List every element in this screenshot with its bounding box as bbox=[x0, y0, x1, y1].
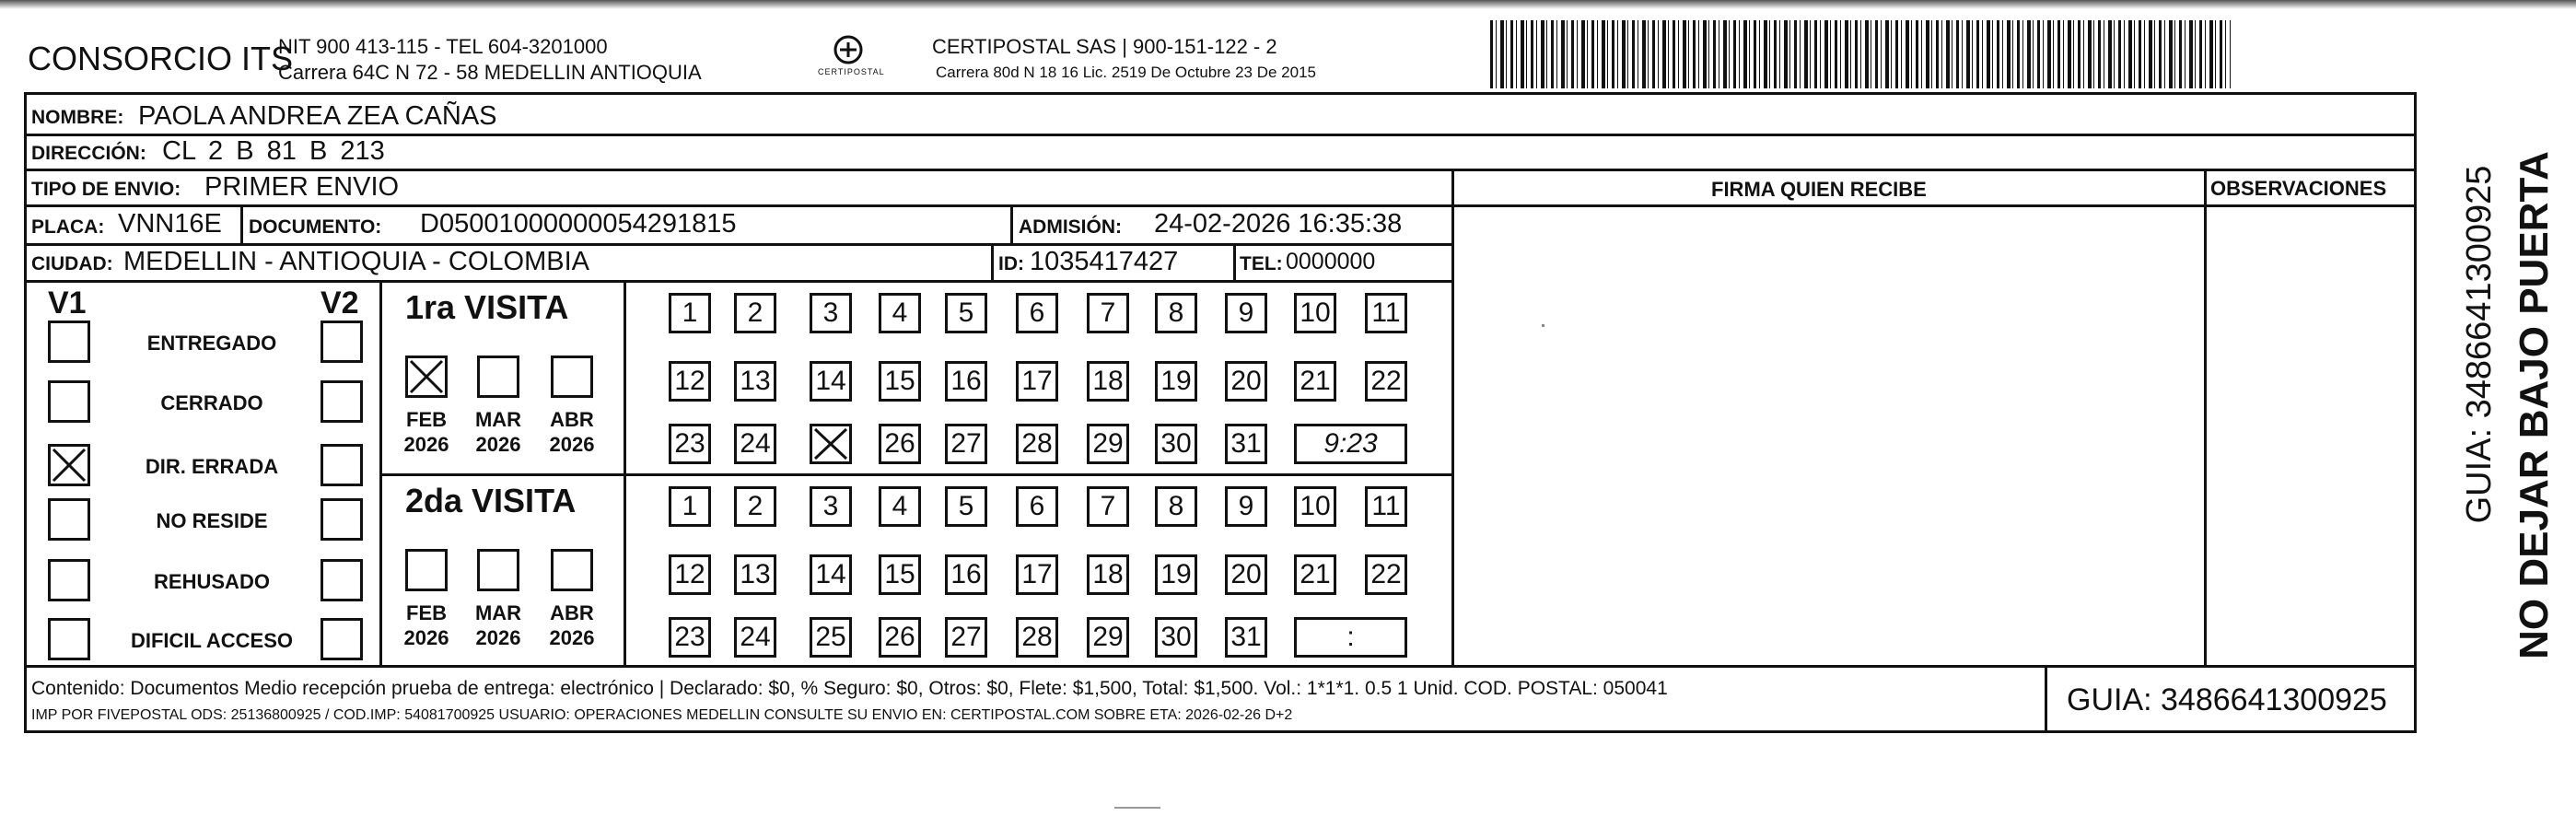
day-box[interactable] bbox=[945, 293, 987, 333]
day-number: 14 bbox=[815, 366, 846, 396]
day-box[interactable] bbox=[1155, 361, 1197, 402]
day-number: 4 bbox=[892, 297, 908, 328]
visit-title: 2da VISITA bbox=[405, 482, 577, 519]
day-number: 30 bbox=[1160, 622, 1192, 652]
day-number: 26 bbox=[884, 622, 915, 652]
day-number: 19 bbox=[1160, 559, 1192, 589]
day-number: 11 bbox=[1371, 491, 1401, 521]
day-number: 14 bbox=[815, 559, 846, 589]
day-box[interactable] bbox=[1225, 424, 1267, 464]
day-box[interactable] bbox=[810, 361, 852, 402]
contenido-text: Contenido: Documentos Medio recepción prueba de entrega: electrónico | Declarado: $0, % Seguro: $0, Otros: $0, Flete: $1,500, Total: $1,500. Vol.: 1*1*1. 0.5 1 Unid. COD. POSTAL: 050041 bbox=[31, 678, 1668, 699]
day-box[interactable] bbox=[1155, 617, 1197, 658]
admision-value: 24-02-2026 16:35:38 bbox=[1154, 209, 1403, 239]
day-box[interactable] bbox=[669, 424, 711, 464]
day-number: 25 bbox=[815, 622, 846, 652]
day-box[interactable] bbox=[1087, 554, 1129, 595]
status-option-label: DIR. ERRADA bbox=[145, 455, 279, 478]
documento-value: D05001000000054291815 bbox=[420, 209, 737, 239]
day-number: 5 bbox=[958, 491, 974, 521]
v2-checkbox[interactable] bbox=[321, 618, 363, 660]
day-number: 27 bbox=[950, 622, 982, 652]
status-option-label: DIFICIL ACCESO bbox=[130, 629, 293, 652]
row-line-2 bbox=[24, 169, 2417, 171]
month-name: FEB bbox=[406, 408, 447, 431]
day-number: 18 bbox=[1092, 559, 1124, 589]
company-nit: NIT 900 413-115 - TEL 604-3201000 bbox=[278, 35, 608, 58]
day-number: 28 bbox=[1021, 622, 1053, 652]
month-year: 2026 bbox=[403, 626, 449, 649]
observaciones-label: OBSERVACIONES bbox=[2210, 177, 2387, 200]
day-box[interactable] bbox=[669, 554, 711, 595]
barcode bbox=[1490, 20, 2231, 88]
day-number: 23 bbox=[674, 622, 705, 652]
day-box[interactable] bbox=[945, 486, 987, 527]
v2-checkbox[interactable] bbox=[321, 559, 363, 601]
day-number: 24 bbox=[740, 428, 771, 459]
v1-label: V1 bbox=[48, 286, 87, 321]
v1-checkbox[interactable] bbox=[48, 380, 90, 423]
day-box[interactable] bbox=[1365, 361, 1407, 402]
day-box[interactable] bbox=[1087, 424, 1129, 464]
row-line-3 bbox=[24, 204, 1453, 207]
side-guia-text: GUIA: 3486641300925 bbox=[2460, 165, 2499, 524]
month-label bbox=[469, 407, 528, 457]
day-box[interactable] bbox=[879, 554, 921, 595]
company-name: CONSORCIO ITS bbox=[28, 40, 294, 77]
day-number: 8 bbox=[1168, 297, 1184, 328]
visit-divider bbox=[379, 473, 1453, 476]
id-label: ID: bbox=[998, 253, 1024, 274]
day-number: 11 bbox=[1371, 297, 1401, 328]
day-number: 7 bbox=[1100, 491, 1116, 521]
courier-line: CERTIPOSTAL SAS | 900-151-122 - 2 bbox=[932, 35, 1277, 58]
tel-value: 0000000 bbox=[1286, 249, 1376, 274]
day-number: 17 bbox=[1021, 366, 1053, 396]
day-box[interactable] bbox=[1087, 617, 1129, 658]
day-number: 13 bbox=[740, 366, 771, 396]
day-box[interactable] bbox=[1294, 293, 1336, 333]
day-box[interactable] bbox=[810, 486, 852, 527]
month-name: ABR bbox=[550, 601, 594, 624]
month-year: 2026 bbox=[549, 433, 595, 456]
day-box[interactable] bbox=[734, 486, 776, 527]
day-box[interactable] bbox=[1016, 424, 1058, 464]
day-box[interactable] bbox=[734, 554, 776, 595]
certipostal-logo-text: CERTIPOSTAL bbox=[818, 67, 885, 76]
day-box[interactable] bbox=[1016, 554, 1058, 595]
v1-checkbox[interactable] bbox=[48, 498, 90, 541]
day-number: 31 bbox=[1230, 622, 1262, 652]
day-number: 5 bbox=[958, 297, 974, 328]
day-number: 20 bbox=[1230, 366, 1262, 396]
time-box[interactable] bbox=[1294, 424, 1407, 464]
day-box[interactable] bbox=[945, 424, 987, 464]
day-box[interactable] bbox=[1016, 486, 1058, 527]
day-number: 10 bbox=[1300, 297, 1331, 328]
tel-label: TEL: bbox=[1240, 253, 1283, 274]
ciudad-value: MEDELLIN - ANTIOQUIA - COLOMBIA bbox=[123, 247, 589, 276]
guia-box-divider bbox=[2045, 665, 2047, 733]
v1-checkbox[interactable] bbox=[48, 321, 90, 363]
ciudad-label: CIUDAD: bbox=[31, 253, 113, 274]
day-number: 8 bbox=[1168, 491, 1184, 521]
time-box[interactable] bbox=[1294, 617, 1407, 658]
month-year: 2026 bbox=[475, 626, 521, 649]
scan-dash bbox=[1114, 807, 1160, 809]
day-number: 15 bbox=[884, 559, 915, 589]
admision-label: ADMISIÓN: bbox=[1019, 216, 1122, 238]
v2-checkbox[interactable] bbox=[321, 380, 363, 423]
guia-box: GUIA: 3486641300925 bbox=[2067, 682, 2387, 717]
day-number: 7 bbox=[1100, 297, 1116, 328]
day-box[interactable] bbox=[945, 361, 987, 402]
day-box[interactable] bbox=[1294, 554, 1336, 595]
day-box[interactable] bbox=[1155, 486, 1197, 527]
v2-checkbox[interactable] bbox=[321, 444, 363, 486]
tel-divider bbox=[1233, 243, 1236, 280]
day-box[interactable] bbox=[1225, 617, 1267, 658]
month-name: ABR bbox=[550, 408, 594, 431]
status-option-label: NO RESIDE bbox=[156, 509, 268, 532]
imp-line: IMP POR FIVEPOSTAL ODS: 25136800925 / COD.IMP: 54081700925 USUARIO: OPERACIONES MEDELLIN CONSULTE SU ENVIO EN: CERTIPOSTAL.COM SOBRE ETA: 2026-02-26 D+2 bbox=[31, 707, 1293, 723]
day-box[interactable] bbox=[879, 361, 921, 402]
day-box[interactable] bbox=[1225, 554, 1267, 595]
day-number: 28 bbox=[1021, 428, 1053, 459]
id-value: 1035417427 bbox=[1030, 247, 1179, 276]
month-label bbox=[397, 600, 456, 650]
firma-label: FIRMA QUIEN RECIBE bbox=[1711, 178, 1927, 201]
month-name: FEB bbox=[406, 601, 447, 624]
day-number: 30 bbox=[1160, 428, 1192, 459]
v2-checkbox[interactable] bbox=[321, 498, 363, 541]
obs-divider bbox=[2204, 169, 2207, 667]
day-number: 3 bbox=[822, 491, 839, 521]
month-label bbox=[542, 600, 601, 650]
v1-checkbox[interactable] bbox=[48, 559, 90, 601]
time-value: 9:23 bbox=[1323, 428, 1378, 459]
day-number: 16 bbox=[950, 366, 982, 396]
day-box[interactable] bbox=[1016, 617, 1058, 658]
day-box[interactable] bbox=[1225, 361, 1267, 402]
company-address: Carrera 64C N 72 - 58 MEDELLIN ANTIOQUIA bbox=[278, 61, 702, 84]
scan-dot bbox=[1542, 324, 1544, 327]
day-number: 18 bbox=[1092, 366, 1124, 396]
day-number: 23 bbox=[674, 428, 705, 459]
day-number: 19 bbox=[1160, 366, 1192, 396]
day-number: 20 bbox=[1230, 559, 1262, 589]
day-number: 12 bbox=[674, 366, 705, 396]
day-number: 16 bbox=[950, 559, 982, 589]
day-box[interactable] bbox=[810, 424, 852, 464]
status-option-label: REHUSADO bbox=[154, 570, 270, 593]
month-name: MAR bbox=[474, 601, 522, 624]
day-box[interactable] bbox=[1016, 361, 1058, 402]
day-box[interactable] bbox=[810, 554, 852, 595]
day-number: 31 bbox=[1230, 428, 1262, 459]
day-box[interactable] bbox=[1016, 293, 1058, 333]
day-box[interactable] bbox=[810, 617, 852, 658]
month-checkbox[interactable] bbox=[551, 356, 593, 398]
status-divider bbox=[379, 280, 382, 665]
month-checkbox[interactable] bbox=[405, 549, 448, 591]
month-label bbox=[469, 600, 528, 650]
footer-line bbox=[24, 665, 2417, 668]
id-divider bbox=[991, 243, 994, 280]
month-checkbox[interactable] bbox=[477, 549, 519, 591]
month-checkbox[interactable] bbox=[477, 356, 519, 398]
placa-label: PLACA: bbox=[31, 216, 105, 238]
time-value: : bbox=[1346, 622, 1355, 652]
month-year: 2026 bbox=[475, 433, 521, 456]
day-number: 9 bbox=[1238, 491, 1254, 521]
day-box[interactable] bbox=[879, 293, 921, 333]
firma-divider bbox=[1451, 169, 1454, 667]
day-box[interactable] bbox=[1294, 361, 1336, 402]
day-number: 22 bbox=[1370, 559, 1402, 589]
day-number: 29 bbox=[1092, 622, 1124, 652]
status-option-label: ENTREGADO bbox=[146, 332, 277, 355]
day-box[interactable] bbox=[1294, 486, 1336, 527]
tipo-label: TIPO DE ENVIO: bbox=[31, 179, 181, 200]
day-box[interactable] bbox=[1365, 554, 1407, 595]
v2-checkbox[interactable] bbox=[321, 321, 363, 363]
day-box[interactable] bbox=[734, 293, 776, 333]
day-number: 29 bbox=[1092, 428, 1124, 459]
month-year: 2026 bbox=[549, 626, 595, 649]
row-line-4 bbox=[24, 243, 1453, 246]
day-number: 1 bbox=[682, 297, 698, 328]
day-box[interactable] bbox=[945, 554, 987, 595]
day-box[interactable] bbox=[1155, 424, 1197, 464]
month-name: MAR bbox=[474, 408, 522, 431]
v2-label: V2 bbox=[321, 286, 359, 321]
day-number: 24 bbox=[740, 622, 771, 652]
tipo-value: PRIMER ENVIO bbox=[204, 172, 400, 202]
v1-checkbox[interactable] bbox=[48, 444, 90, 486]
day-box[interactable] bbox=[810, 293, 852, 333]
month-checkbox[interactable] bbox=[405, 356, 448, 398]
day-number: 6 bbox=[1029, 491, 1045, 521]
day-box[interactable] bbox=[1087, 486, 1129, 527]
placa-value: VNN16E bbox=[118, 209, 222, 239]
placa-divider bbox=[240, 204, 243, 243]
month-year: 2026 bbox=[403, 433, 449, 456]
day-box[interactable] bbox=[1087, 293, 1129, 333]
day-number: 21 bbox=[1300, 559, 1331, 589]
day-box[interactable] bbox=[879, 424, 921, 464]
scan-edge bbox=[0, 0, 2576, 9]
day-number: 15 bbox=[884, 366, 915, 396]
month-label bbox=[397, 407, 456, 457]
admision-divider bbox=[1010, 204, 1013, 243]
direccion-value: CL 2 B 81 B 213 bbox=[162, 136, 385, 166]
month-label bbox=[542, 407, 601, 457]
day-number: 26 bbox=[884, 428, 915, 459]
day-number: 27 bbox=[950, 428, 982, 459]
day-box[interactable] bbox=[734, 617, 776, 658]
day-box[interactable] bbox=[669, 293, 711, 333]
certipostal-logo bbox=[816, 33, 885, 79]
day-number: 3 bbox=[822, 297, 839, 328]
day-number: 17 bbox=[1021, 559, 1053, 589]
day-number: 2 bbox=[747, 491, 763, 521]
day-box[interactable] bbox=[1225, 486, 1267, 527]
day-number: 2 bbox=[747, 297, 763, 328]
courier-address: Carrera 80d N 18 16 Lic. 2519 De Octubre 23 De 2015 bbox=[936, 64, 1316, 81]
day-box[interactable] bbox=[734, 361, 776, 402]
day-number: 21 bbox=[1300, 366, 1331, 396]
day-box[interactable] bbox=[669, 486, 711, 527]
day-box[interactable] bbox=[1365, 293, 1407, 333]
day-number: 6 bbox=[1029, 297, 1045, 328]
status-option-label: CERRADO bbox=[160, 391, 263, 414]
nombre-label: NOMBRE: bbox=[31, 107, 124, 128]
day-box[interactable] bbox=[1155, 554, 1197, 595]
day-box[interactable] bbox=[1087, 361, 1129, 402]
day-box[interactable] bbox=[1155, 293, 1197, 333]
day-number: 9 bbox=[1238, 297, 1254, 328]
day-number: 13 bbox=[740, 559, 771, 589]
day-number: 1 bbox=[682, 491, 698, 521]
visit-title: 1ra VISITA bbox=[405, 288, 569, 326]
day-box[interactable] bbox=[879, 617, 921, 658]
day-box[interactable] bbox=[879, 486, 921, 527]
day-box[interactable] bbox=[669, 617, 711, 658]
day-number: 10 bbox=[1300, 491, 1331, 521]
day-number: 4 bbox=[892, 491, 908, 521]
month-divider bbox=[624, 280, 626, 665]
day-box[interactable] bbox=[669, 361, 711, 402]
direccion-label: DIRECCIÓN: bbox=[31, 143, 146, 164]
month-checkbox[interactable] bbox=[551, 549, 593, 591]
v1-checkbox[interactable] bbox=[48, 618, 90, 660]
row-line-5 bbox=[24, 280, 1453, 283]
documento-label: DOCUMENTO: bbox=[249, 216, 382, 238]
day-box[interactable] bbox=[945, 617, 987, 658]
day-box[interactable] bbox=[734, 424, 776, 464]
day-number: 22 bbox=[1370, 366, 1402, 396]
day-box[interactable] bbox=[1365, 486, 1407, 527]
day-box[interactable] bbox=[1225, 293, 1267, 333]
row-line-6 bbox=[1453, 204, 2417, 207]
day-number: 12 bbox=[674, 559, 705, 589]
nombre-value: PAOLA ANDREA ZEA CAÑAS bbox=[138, 101, 497, 131]
no-dejar-text: NO DEJAR BAJO PUERTA bbox=[2512, 151, 2557, 659]
